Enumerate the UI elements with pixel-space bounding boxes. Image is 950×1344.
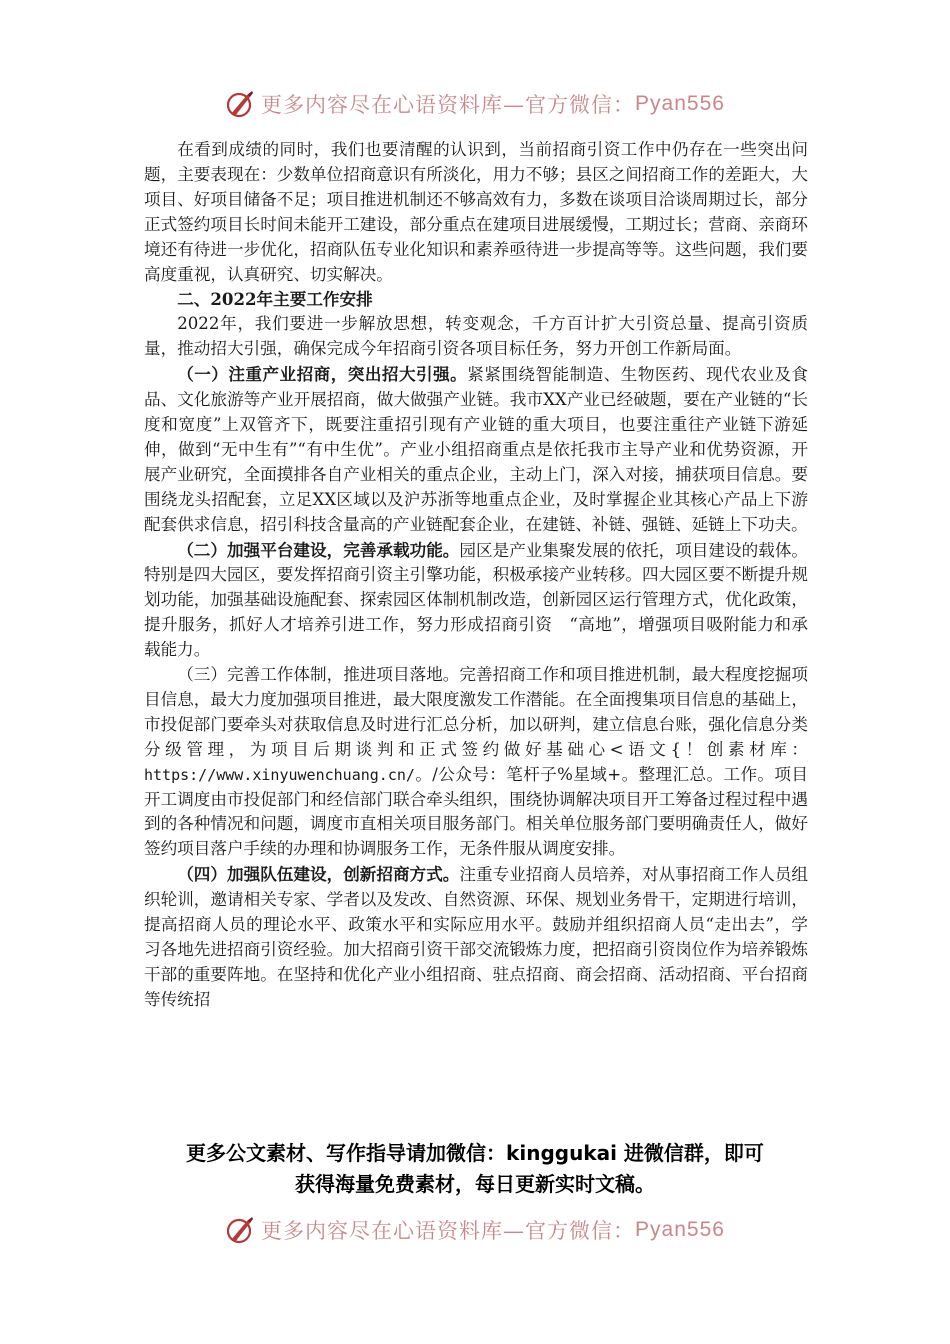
source-url-link[interactable]: https://www.xinyuwenchuang.cn/ bbox=[144, 765, 415, 784]
text-work-system-b: 。/公众号：笔杆子%星域+。整理汇总。工作。项目开工调度由市投促部门和经信部门联合牵头组织，围绕协调解决项目开工筹备过程过程中遇到的各种情况和问题，调度市直相关项目服务部门。相关单位服务部门要明确责任人，做好签约项目落户手续的办理和协调服务工作，无条件服从调度安排。 bbox=[144, 764, 808, 859]
paragraph-2022-intro: 2022年，我们要进一步解放思想，转变观念，千方百计扩大引资总量、提高引资质量，推动招大引强，确保完成今年招商引资各项目标任务，努力开创工作新局面。 bbox=[144, 314, 808, 359]
paragraph-work-system bbox=[144, 663, 808, 862]
text-work-system-a: （三）完善工作体制，推进项目落地。完善招商工作和项目推进机制，最大程度挖掘项目信息，最大力度加强项目推进，最大限度激发工作潜能。在全面搜集项目信息的基础上，市投促部门要牵头对获取信息及时进行汇总分析，加以研判，建立信息台账，强化信息分类分级管理，为项目后期谈判和正式签约做好基础心<语文{！创素材库： bbox=[144, 665, 808, 759]
paragraph-industry-investment bbox=[144, 362, 808, 537]
document-body bbox=[144, 138, 808, 1013]
subheading-platform-building: （二）加强平台建设，完善承载功能。 bbox=[177, 539, 460, 560]
subheading-industry-investment: （一）注重产业招商，突出招大引强。 bbox=[177, 364, 468, 385]
watermark-header bbox=[0, 84, 950, 124]
paragraph-team-building bbox=[144, 862, 808, 1012]
text-platform-building: 园区是产业集聚发展的依托，项目建设的载体。特别是四大园区，要发挥招商引资主引擎功能，积极承接产业转移。四大园区要不断提升规划功能，加强基础设施配套、探索园区体制机制改造，创新园区运行管理方式，优化政策，提升服务，抓好人才培养引进工作，努力形成招商引资 “高地”，增强项目吸附能力和承载能力。 bbox=[144, 540, 809, 660]
promo-banner bbox=[120, 1138, 830, 1200]
pen-circle-logo-icon bbox=[225, 1215, 255, 1245]
section-heading-2022-plan: 二、2022年主要工作安排 bbox=[177, 289, 373, 310]
paragraph-platform-building bbox=[144, 538, 808, 664]
watermark-text: 更多内容尽在心语资料库—官方微信： bbox=[261, 93, 636, 117]
paragraph-problems: 在看到成绩的同时，我们也要清醒的认识到，当前招商引资工作中仍存在一些突出问题，主要表现在：少数单位招商意识有所淡化，用力不够；县区之间招商工作的差距大，大项目、好项目储备不足；项目推进机制还不够高效有力，多数在谈项目洽谈周期过长，部分正式签约项目长时间未能开工建设，部分重点在建项目进展缓慢，工期过长；营商、亲商环境还有待进一步优化，招商队伍专业化知识和素养亟待进一步提高等等。这些问题，我们要高度重视，认真研究、切实解决。 bbox=[144, 140, 808, 284]
promo-line-1: 更多公文素材、写作指导请加微信：kinggukai 进微信群，即可 bbox=[186, 1141, 764, 1165]
watermark-brand: Pyan556 bbox=[635, 1218, 725, 1241]
text-team-building: 注重专业招商人员培养，对从事招商工作人员组织轮训，邀请相关专家、学者以及发改、自然资源、环保、规划业务骨干，定期进行培训，提高招商人员的理论水平、政策水平和实际应用水平。鼓励并组织招商人员“走出去”，学习各地先进招商引资经验。加大招商引资干部交流锻炼力度，把招商引资岗位作为培养锻炼干部的重要阵地。在坚持和优化产业小组招商、驻点招商、商会招商、活动招商、平台招商等传统招 bbox=[144, 865, 809, 1009]
watermark-text: 更多内容尽在心语资料库—官方微信： bbox=[261, 1219, 636, 1243]
text-industry-investment: 紧紧围绕智能制造、生物医药、现代农业及食品、文化旅游等产业开展招商，做大做强产业链。我市XX产业已经破题，要在产业链的“长度和宽度”上双管齐下，既要注重招引现有产业链的重大项目，也要注重往产业链下游延伸，做到“无中生有”“有中生优”。产业小组招商重点是依托我市主导产业和优势资源，开展产业研究，全面摸排各自产业相关的重点企业，主动上门，深入对接，捕获项目信息。要围绕龙头招配套，立足XX区域以及沪苏浙等地重点企业，及时掌握企业其核心产品上下游配套供求信息，招引科技含量高的产业链配套企业，在建链、补链、强链、延链上下功夫。 bbox=[144, 365, 808, 534]
watermark-brand: Pyan556 bbox=[635, 92, 725, 115]
promo-line-2: 获得海量免费素材，每日更新实时文稿。 bbox=[295, 1172, 655, 1196]
subheading-team-building: （四）加强队伍建设，创新招商方式。 bbox=[177, 864, 460, 885]
pen-circle-logo-icon bbox=[225, 89, 255, 119]
watermark-footer bbox=[0, 1210, 950, 1250]
